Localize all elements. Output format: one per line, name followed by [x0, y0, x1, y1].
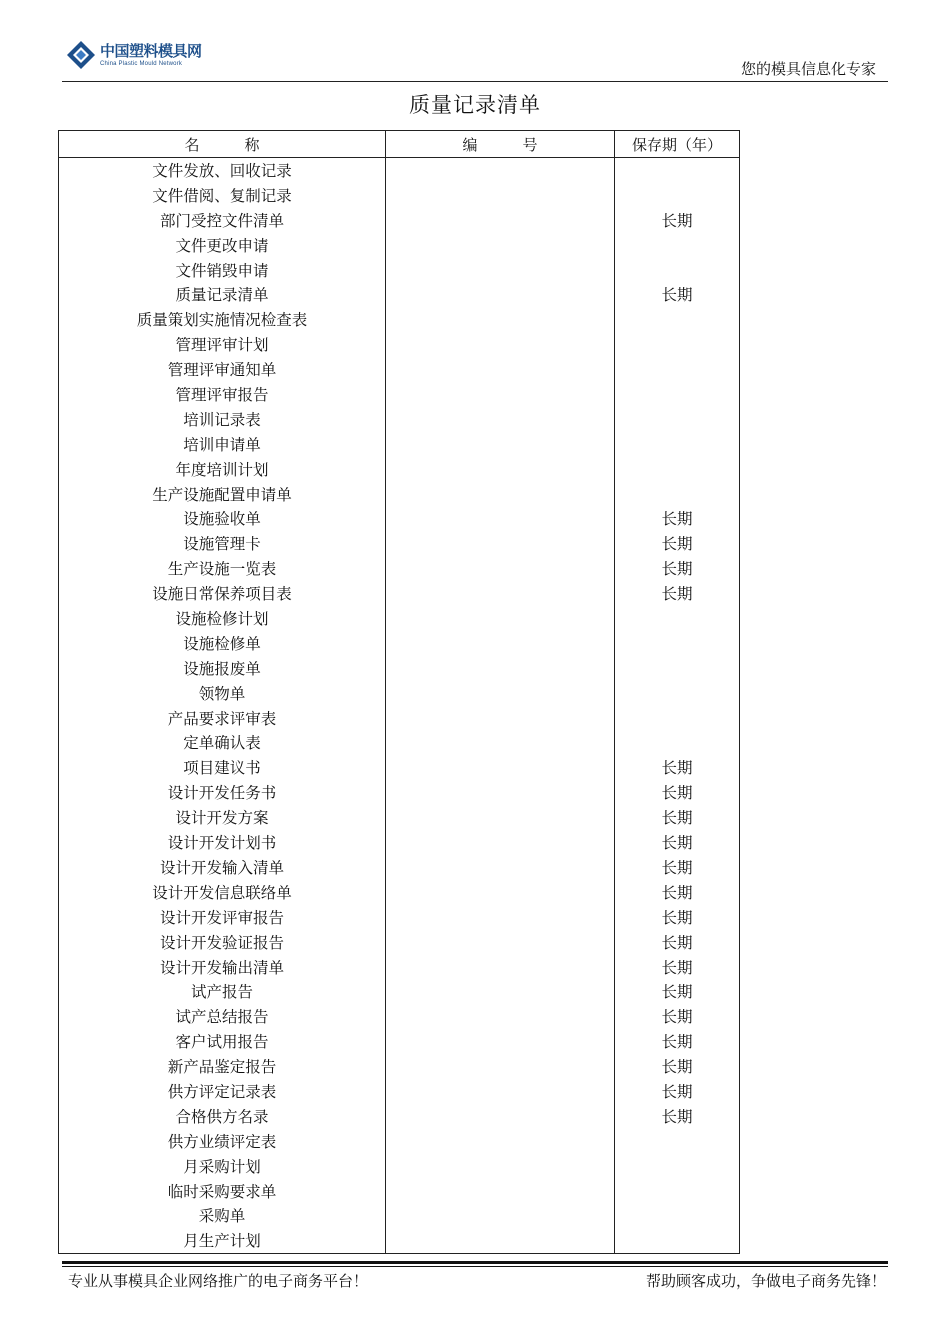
record-name: 试产总结报告: [175, 1008, 269, 1027]
header-slogan: 您的模具信息化专家: [740, 60, 876, 78]
record-retention: 长期: [661, 834, 693, 853]
record-name: 管理评审报告: [175, 386, 269, 405]
record-name: 质量策划实施情况检查表: [136, 311, 308, 330]
record-name: 质量记录清单: [175, 286, 269, 305]
record-name: 设计开发计划书: [167, 834, 277, 853]
table-row: [59, 1130, 739, 1155]
table-row: [59, 159, 739, 184]
header-name: 名 称: [184, 136, 260, 154]
table-row: [59, 557, 739, 582]
record-name: 供方评定记录表: [167, 1082, 277, 1101]
table-row: [59, 209, 739, 234]
record-name: 供方业绩评定表: [167, 1132, 277, 1151]
record-name: 设施验收单: [183, 510, 261, 529]
table-row: [59, 1204, 739, 1229]
table-row: [59, 308, 739, 333]
table-row: [59, 682, 739, 707]
diamond-logo-icon: [66, 40, 96, 70]
document-title: 质量记录清单: [409, 93, 541, 117]
record-retention: 长期: [661, 983, 693, 1002]
record-name: 月生产计划: [183, 1232, 261, 1251]
header-retention: 保存期（年）: [631, 136, 722, 154]
records-table: [58, 130, 740, 1254]
site-logo[interactable]: [66, 40, 202, 70]
record-name: 设计开发输入清单: [159, 858, 284, 877]
record-name: 项目建议书: [183, 759, 261, 778]
table-row: [59, 458, 739, 483]
record-name: 设计开发验证报告: [159, 933, 284, 952]
record-name: 合格供方名录: [175, 1107, 269, 1126]
logo-english-name: China Plastic Mould Network: [100, 60, 183, 67]
table-row: [59, 980, 739, 1005]
record-name: 设施检修单: [183, 634, 261, 653]
table-row: [59, 956, 739, 981]
table-row: [59, 781, 739, 806]
table-row: [59, 433, 739, 458]
record-name: 定单确认表: [183, 734, 261, 753]
table-row: [59, 234, 739, 259]
footer-rule-thin: [62, 1266, 888, 1267]
table-row: [59, 1080, 739, 1105]
record-name: 文件发放、回收记录: [152, 162, 292, 180]
record-name: 试产报告: [190, 983, 253, 1002]
record-retention: 长期: [661, 784, 693, 803]
header-divider: [62, 81, 888, 82]
record-name: 设施报废单: [183, 659, 261, 678]
table-row: [59, 756, 739, 781]
table-row: [59, 607, 739, 632]
record-name: 客户试用报告: [175, 1033, 269, 1052]
record-name: 临时采购要求单: [167, 1182, 277, 1201]
table-row: [59, 881, 739, 906]
table-row: [59, 184, 739, 209]
table-row: [59, 259, 739, 284]
record-retention: 长期: [661, 858, 693, 877]
record-retention: 长期: [661, 1058, 693, 1077]
record-retention: 长期: [661, 510, 693, 529]
record-retention: 长期: [661, 211, 693, 230]
record-name: 设计开发评审报告: [159, 908, 284, 927]
record-name: 新产品鉴定报告: [167, 1058, 277, 1077]
record-retention: 长期: [661, 759, 693, 778]
record-name: 部门受控文件清单: [159, 211, 284, 230]
table-row: [59, 283, 739, 308]
record-name: 培训记录表: [183, 410, 261, 429]
header-divider-rule: [59, 157, 739, 158]
record-name: 生产设施一览表: [167, 560, 277, 579]
record-name: 培训申请单: [183, 435, 261, 454]
table-row: [59, 1155, 739, 1180]
record-name: 设计开发任务书: [167, 784, 277, 803]
record-name: 月采购计划: [183, 1157, 261, 1176]
table-row: [59, 707, 739, 732]
table-row: [59, 1030, 739, 1055]
footer-left-text: 专业从事模具企业网络推广的电子商务平台！: [68, 1272, 369, 1290]
record-retention: 长期: [661, 560, 693, 579]
record-retention: 长期: [661, 1033, 693, 1052]
table-row: [59, 1180, 739, 1205]
record-name: 管理评审计划: [175, 336, 269, 355]
table-row: [59, 408, 739, 433]
record-name: 设施管理卡: [183, 535, 261, 554]
table-row: [59, 906, 739, 931]
table-row: [59, 532, 739, 557]
table-row: [59, 731, 739, 756]
record-name: 文件借阅、复制记录: [152, 186, 292, 205]
footer-rule-thick: [62, 1261, 888, 1264]
record-name: 生产设施配置申请单: [152, 485, 292, 504]
record-retention: 长期: [661, 1107, 693, 1126]
table-row: [59, 383, 739, 408]
table-row: [59, 1005, 739, 1030]
table-row: [59, 632, 739, 657]
record-retention: 长期: [661, 958, 693, 977]
table-row: [59, 657, 739, 682]
record-name: 设计开发信息联络单: [152, 883, 292, 902]
table-row: [59, 1105, 739, 1130]
record-name: 文件更改申请: [175, 236, 269, 255]
record-name: 设计开发输出清单: [159, 958, 284, 977]
record-name: 领物单: [198, 684, 246, 703]
record-name: 管理评审通知单: [167, 361, 277, 380]
record-retention: 长期: [661, 908, 693, 927]
header-code: 编 号: [462, 136, 538, 154]
table-row: [59, 931, 739, 956]
table-row: [59, 806, 739, 831]
record-retention: 长期: [661, 535, 693, 554]
table-body: [59, 159, 739, 1254]
record-retention: 长期: [661, 1082, 693, 1101]
record-retention: 长期: [661, 933, 693, 952]
record-retention: 长期: [661, 585, 693, 604]
record-name: 产品要求评审表: [167, 709, 277, 728]
table-row: [59, 582, 739, 607]
record-name: 设计开发方案: [175, 809, 269, 828]
record-retention: 长期: [661, 809, 693, 828]
table-row: [59, 507, 739, 532]
footer-right-text: 帮助顾客成功，争做电子商务先锋！: [645, 1272, 886, 1290]
record-name: 文件销毁申请: [175, 261, 269, 280]
record-retention: 长期: [661, 286, 693, 305]
record-name: 采购单: [198, 1207, 246, 1226]
logo-chinese-name: 中国塑料模具网: [100, 41, 202, 60]
record-name: 设施检修计划: [175, 610, 269, 629]
table-row: [59, 333, 739, 358]
record-name: 设施日常保养项目表: [152, 585, 292, 604]
record-retention: 长期: [661, 1008, 693, 1027]
table-row: [59, 831, 739, 856]
record-retention: 长期: [661, 883, 693, 902]
table-row: [59, 1055, 739, 1080]
table-row: [59, 856, 739, 881]
record-name: 年度培训计划: [175, 460, 269, 479]
table-row: [59, 1229, 739, 1254]
page-header: [62, 38, 888, 82]
table-row: [59, 358, 739, 383]
table-row: [59, 483, 739, 508]
